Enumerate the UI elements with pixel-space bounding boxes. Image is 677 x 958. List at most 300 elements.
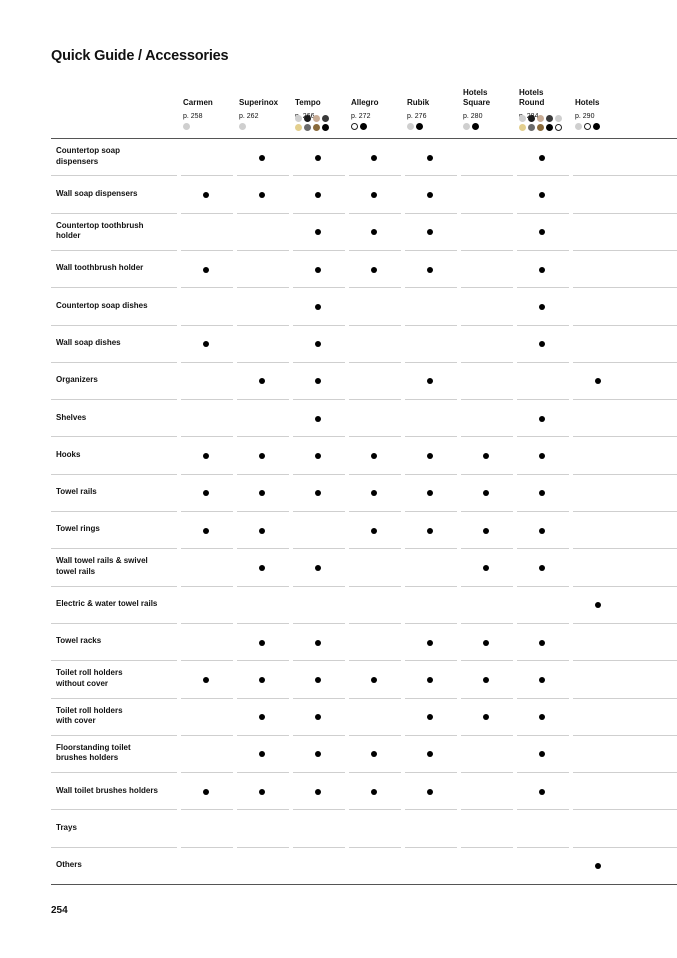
availability-dot [539,677,545,683]
row-subline [517,138,569,139]
row-gray-rule [405,436,457,437]
row-gray-rule [573,287,677,288]
row-gray-rule [237,586,289,587]
row-gray-rule [349,660,401,661]
row-gray-rule [51,511,177,512]
row-gray-rule [293,362,345,363]
finish-swatches [407,123,467,133]
row-gray-rule [51,474,177,475]
row-gray-rule [573,474,677,475]
row-gray-rule [461,436,513,437]
row-gray-rule [51,735,177,736]
availability-dot [539,789,545,795]
availability-dot [259,490,265,496]
row-gray-rule [181,660,233,661]
availability-dot [203,267,209,273]
row-gray-rule [573,623,677,624]
availability-dot [595,602,601,608]
availability-dot [203,677,209,683]
finish-swatch [304,124,311,131]
row-gray-rule [517,436,569,437]
row-gray-rule [461,175,513,176]
finish-swatch [555,124,562,131]
row-gray-rule [573,175,677,176]
availability-dot [483,565,489,571]
availability-dot [371,229,377,235]
row-gray-rule [293,175,345,176]
availability-dot [539,640,545,646]
availability-dot [371,528,377,534]
row-label: Others [56,860,82,870]
row-gray-rule [237,399,289,400]
column-header [239,80,293,136]
availability-dot [315,565,321,571]
row-gray-rule [237,436,289,437]
row-gray-rule [293,735,345,736]
column-header [351,80,405,136]
row-subline [51,138,177,139]
availability-dot [315,341,321,347]
availability-dot [539,304,545,310]
column-page-ref: p. 280 [463,113,483,120]
row-gray-rule [517,250,569,251]
availability-dot [483,490,489,496]
availability-dot [203,453,209,459]
row-label: Countertop toothbrush holder [56,220,144,241]
row-gray-rule [461,399,513,400]
row-gray-rule [405,548,457,549]
availability-dot [427,155,433,161]
row-label: Hooks [56,449,81,459]
availability-dot [427,192,433,198]
row-gray-rule [237,287,289,288]
column-header [183,80,237,136]
availability-dot [539,751,545,757]
finish-swatch [519,115,526,122]
availability-dot [427,229,433,235]
row-gray-rule [461,847,513,848]
row-gray-rule [349,362,401,363]
row-gray-rule [51,586,177,587]
availability-dot [595,378,601,384]
finish-swatch [313,115,320,122]
finish-swatch [593,123,600,130]
availability-dot [203,490,209,496]
availability-dot [371,751,377,757]
row-subline [349,138,401,139]
row-gray-rule [181,213,233,214]
column-header [519,80,573,136]
finish-swatch [575,123,582,130]
column-name: Allegro [351,98,379,107]
availability-dot [315,267,321,273]
row-gray-rule [181,474,233,475]
row-gray-rule [293,325,345,326]
row-gray-rule [237,847,289,848]
row-gray-rule [293,213,345,214]
availability-dot [259,714,265,720]
row-gray-rule [293,548,345,549]
row-gray-rule [573,325,677,326]
availability-dot [539,341,545,347]
finish-swatch [546,124,553,131]
availability-dot [427,640,433,646]
row-gray-rule [237,772,289,773]
row-gray-rule [237,175,289,176]
row-gray-rule [181,735,233,736]
row-gray-rule [237,474,289,475]
availability-dot [315,714,321,720]
row-gray-rule [405,362,457,363]
row-gray-rule [349,735,401,736]
finish-swatch [295,115,302,122]
row-subline [461,138,513,139]
row-gray-rule [405,325,457,326]
row-gray-rule [517,772,569,773]
row-gray-rule [573,511,677,512]
availability-dot [539,714,545,720]
availability-dot [371,677,377,683]
availability-dot [427,528,433,534]
row-gray-rule [461,586,513,587]
row-label: Toilet roll holders without cover [56,668,123,688]
row-gray-rule [573,735,677,736]
row-gray-rule [237,809,289,810]
row-gray-rule [349,213,401,214]
finish-swatch [407,123,414,130]
availability-dot [203,341,209,347]
row-gray-rule [349,586,401,587]
row-gray-rule [573,362,677,363]
finish-swatches [519,123,579,133]
availability-dot [259,192,265,198]
column-page-ref: p. 258 [183,113,203,120]
row-gray-rule [405,213,457,214]
column-page-ref: p. 276 [407,113,427,120]
column-page-ref: p. 290 [575,113,595,120]
availability-dot [483,677,489,683]
column-name: Tempo [295,98,321,107]
row-gray-rule [51,175,177,176]
row-gray-rule [181,623,233,624]
row-gray-rule [51,436,177,437]
availability-dot [371,267,377,273]
row-gray-rule [573,399,677,400]
row-gray-rule [237,623,289,624]
availability-dot [259,528,265,534]
availability-dot [539,416,545,422]
row-gray-rule [237,660,289,661]
row-gray-rule [517,735,569,736]
availability-dot [427,714,433,720]
availability-dot [427,267,433,273]
availability-dot [259,677,265,683]
row-gray-rule [181,325,233,326]
row-gray-rule [517,325,569,326]
row-gray-rule [573,809,677,810]
row-gray-rule [517,698,569,699]
row-gray-rule [573,250,677,251]
availability-dot [315,453,321,459]
row-gray-rule [573,772,677,773]
row-gray-rule [517,175,569,176]
row-gray-rule [573,213,677,214]
row-gray-rule [51,698,177,699]
finish-swatch [416,123,423,130]
row-subline [573,138,677,139]
column-name: Hotels [575,98,600,107]
availability-dot [315,677,321,683]
row-gray-rule [349,511,401,512]
availability-dot [315,378,321,384]
row-gray-rule [517,213,569,214]
row-label: Wall soap dishes [56,337,121,347]
finish-swatch [322,124,329,131]
row-gray-rule [293,586,345,587]
column-page-ref: p. 272 [351,113,371,120]
row-gray-rule [517,287,569,288]
row-gray-rule [405,847,457,848]
row-subline [405,138,457,139]
row-gray-rule [51,847,177,848]
row-label: Countertop soap dispensers [56,146,120,166]
row-gray-rule [237,735,289,736]
row-gray-rule [349,623,401,624]
finish-swatches [295,123,355,133]
availability-dot [259,789,265,795]
row-gray-rule [51,213,177,214]
row-gray-rule [461,362,513,363]
availability-dot [259,751,265,757]
row-gray-rule [461,213,513,214]
finish-swatch [537,115,544,122]
row-label: Countertop soap dishes [56,300,148,310]
availability-dot [483,528,489,534]
row-gray-rule [405,586,457,587]
availability-dot [315,304,321,310]
row-gray-rule [405,287,457,288]
row-gray-rule [293,847,345,848]
row-label: Wall soap dispensers [56,188,138,198]
column-name: Hotels Square [463,88,491,107]
row-gray-rule [293,436,345,437]
row-gray-rule [181,847,233,848]
row-gray-rule [293,660,345,661]
row-gray-rule [237,362,289,363]
availability-dot [315,751,321,757]
row-gray-rule [405,175,457,176]
availability-dot [315,640,321,646]
row-gray-rule [181,586,233,587]
availability-dot [427,378,433,384]
row-subline [237,138,289,139]
row-gray-rule [517,660,569,661]
column-page-ref: p. 262 [239,113,259,120]
row-subline [181,138,233,139]
row-gray-rule [517,623,569,624]
availability-dot [315,229,321,235]
row-gray-rule [51,809,177,810]
availability-dot [259,155,265,161]
row-gray-rule [573,436,677,437]
availability-dot [371,490,377,496]
row-gray-rule [181,436,233,437]
row-gray-rule [237,250,289,251]
availability-dot [259,378,265,384]
page-number: 254 [51,905,68,916]
finish-swatches [239,123,299,133]
row-gray-rule [293,399,345,400]
row-gray-rule [405,735,457,736]
row-gray-rule [51,772,177,773]
row-gray-rule [405,809,457,810]
row-gray-rule [517,586,569,587]
row-gray-rule [405,399,457,400]
row-gray-rule [349,399,401,400]
column-header [463,80,517,136]
row-gray-rule [405,511,457,512]
row-gray-rule [349,250,401,251]
finish-swatch [295,124,302,131]
finish-swatch [528,124,535,131]
row-gray-rule [51,623,177,624]
finish-swatch [555,115,562,122]
row-gray-rule [349,287,401,288]
finish-swatch [322,115,329,122]
row-label: Towel racks [56,636,102,646]
availability-dot [371,789,377,795]
availability-dot [427,677,433,683]
availability-dot [539,490,545,496]
availability-dot [595,863,601,869]
finish-swatch [183,123,190,130]
row-label: Organizers [56,375,98,385]
row-label: Electric & water towel rails [56,599,158,608]
availability-dot [203,192,209,198]
finish-swatches [351,123,411,133]
row-label: Toilet roll holders with cover [56,705,123,726]
finish-swatch [463,123,470,130]
row-gray-rule [349,809,401,810]
row-gray-rule [349,772,401,773]
row-gray-rule [181,809,233,810]
row-gray-rule [181,399,233,400]
availability-dot [539,453,545,459]
availability-dot [315,490,321,496]
finish-swatch [528,115,535,122]
row-gray-rule [461,735,513,736]
row-gray-rule [293,623,345,624]
row-gray-rule [405,474,457,475]
row-gray-rule [461,511,513,512]
availability-dot [483,714,489,720]
row-gray-rule [237,325,289,326]
column-name: Hotels Round [519,88,545,107]
row-gray-rule [349,847,401,848]
row-gray-rule [293,250,345,251]
finish-swatches [463,123,523,133]
availability-dot [483,453,489,459]
row-gray-rule [461,325,513,326]
row-gray-rule [405,698,457,699]
row-gray-rule [517,362,569,363]
row-gray-rule [51,660,177,661]
availability-dot [539,267,545,273]
row-gray-rule [181,772,233,773]
availability-dot [259,640,265,646]
row-gray-rule [573,698,677,699]
column-name: Rubik [407,98,430,107]
row-gray-rule [237,698,289,699]
row-gray-rule [293,511,345,512]
row-gray-rule [293,287,345,288]
finish-swatch [472,123,479,130]
row-gray-rule [293,474,345,475]
availability-dot [427,490,433,496]
row-gray-rule [237,213,289,214]
availability-dot [259,565,265,571]
row-gray-rule [237,548,289,549]
row-label: Towel rings [56,524,100,534]
availability-dot [203,789,209,795]
row-gray-rule [405,623,457,624]
finish-swatch [313,124,320,131]
availability-dot [427,789,433,795]
row-gray-rule [573,660,677,661]
finish-swatch [351,123,358,130]
finish-swatch [239,123,246,130]
availability-dot [371,192,377,198]
finish-swatch [304,115,311,122]
availability-dot [483,640,489,646]
page-title: Quick Guide / Accessories [51,48,229,64]
row-gray-rule [349,436,401,437]
column-name: Carmen [183,98,213,107]
row-gray-rule [517,847,569,848]
row-gray-rule [405,660,457,661]
availability-dot [203,528,209,534]
row-gray-rule [573,548,677,549]
availability-dot [315,416,321,422]
row-label: Wall toilet brushes holders [56,785,158,795]
row-gray-rule [181,175,233,176]
row-gray-rule [461,809,513,810]
row-gray-rule [51,287,177,288]
row-gray-rule [349,474,401,475]
row-label: Trays [56,822,77,832]
finish-swatch [546,115,553,122]
finish-swatch [584,123,591,130]
availability-dot [539,565,545,571]
finish-swatch [537,124,544,131]
row-label: Floorstanding toilet brushes holders [56,742,131,763]
availability-dot [259,453,265,459]
row-gray-rule [461,623,513,624]
row-gray-rule [293,772,345,773]
row-gray-rule [517,548,569,549]
row-gray-rule [51,362,177,363]
row-gray-rule [181,250,233,251]
row-gray-rule [517,399,569,400]
availability-dot [427,453,433,459]
row-gray-rule [573,586,677,587]
row-gray-rule [293,698,345,699]
availability-dot [539,528,545,534]
row-gray-rule [573,847,677,848]
row-gray-rule [461,250,513,251]
row-gray-rule [461,660,513,661]
column-header [575,80,629,136]
